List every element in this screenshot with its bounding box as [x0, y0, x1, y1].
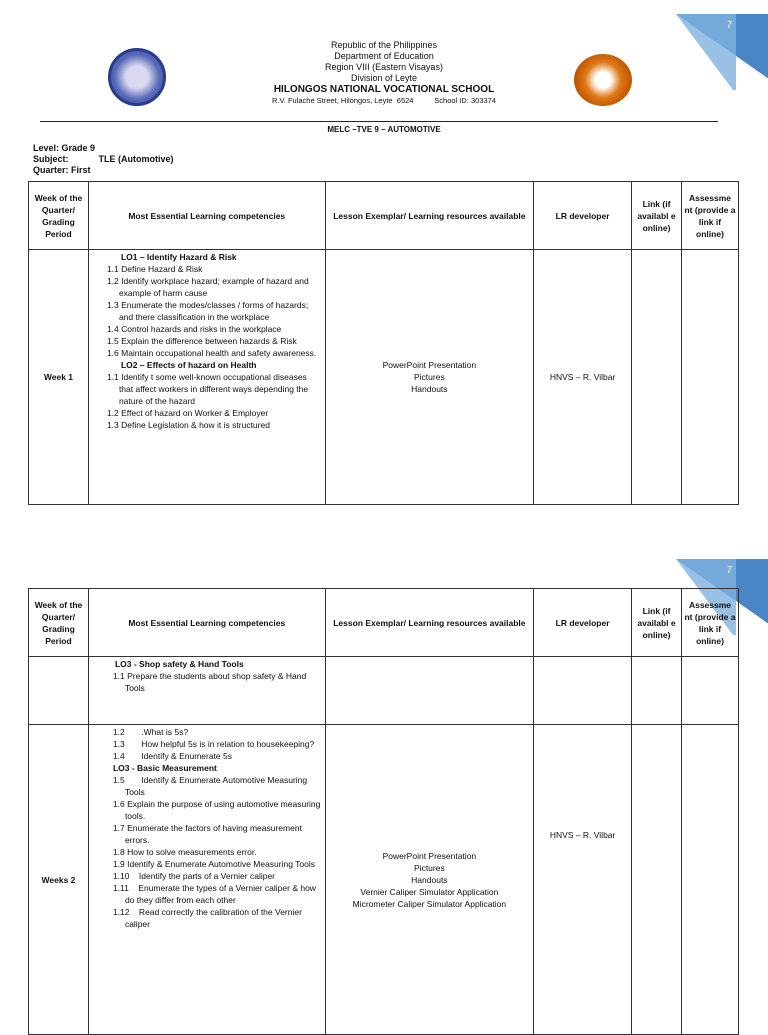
week-label: Week 1 — [29, 250, 89, 505]
list-item: 1.9 Identify & Enumerate Automotive Measuring Tools — [112, 859, 316, 869]
assessment-cell — [681, 250, 738, 505]
col-resources: Lesson Exemplar/ Learning resources available — [325, 182, 534, 250]
assessment-cell — [681, 725, 738, 1035]
list-item: 1.4 Identify & Enumerate 5s — [112, 751, 232, 761]
list-item: 1.3 Enumerate the modes/classes / forms of hazards; and there classification in the workplace — [106, 300, 309, 322]
competency-list — [88, 657, 325, 725]
list-item: 1.12 Read correctly the calibration of the Vernier caliper — [112, 907, 305, 929]
assessment-cell — [681, 657, 738, 725]
level-label: Level: — [33, 143, 60, 153]
list-item: 1.11 Enumerate the types of a Vernier caliper & how do they differ from each other — [112, 883, 319, 905]
header-line-2: Department of Education — [334, 51, 434, 61]
list-item: 1.10 Identify the parts of a Vernier caliper — [112, 871, 276, 881]
list-item: 1.1 Identify t some well-known occupational diseases that affect workers in different ways depending the nature of the hazard — [106, 372, 309, 406]
col-competencies: Most Essential Learning competencies — [88, 589, 325, 657]
resource-item: Pictures — [414, 862, 445, 873]
week-label: Weeks 2 — [29, 725, 89, 1035]
table-header-row — [29, 589, 739, 657]
developer-cell — [534, 657, 632, 725]
header-line-3: Region VIII (Eastern Visayas) — [325, 62, 443, 72]
resources-cell — [325, 725, 534, 1035]
competency-list — [88, 250, 325, 505]
link-cell — [632, 725, 682, 1035]
resources-cell — [325, 657, 534, 725]
lo-heading: LO1 – Identify Hazard & Risk — [120, 252, 237, 262]
header-line-1: Republic of the Philippines — [330, 40, 438, 50]
list-item: 1.1 Prepare the students about shop safety & Hand Tools — [112, 671, 307, 693]
list-item: 1.3 How helpful 5s is in relation to housekeeping? — [112, 739, 315, 749]
col-competencies: Most Essential Learning competencies — [88, 182, 325, 250]
school-address: R.V. Fulache Street, Hilongos, Leyte 6524 School ID: 303374 — [271, 96, 497, 105]
subject-value: TLE (Automotive) — [98, 154, 174, 164]
link-cell — [632, 657, 682, 725]
lo-heading: LO3 - Basic Measurement — [112, 763, 217, 773]
lo-heading: LO2 – Effects of hazard on Health — [120, 360, 257, 370]
course-meta — [33, 143, 174, 176]
resource-item: Micrometer Caliper Simulator Application — [352, 898, 507, 909]
link-cell — [632, 250, 682, 505]
col-resources: Lesson Exemplar/ Learning resources available — [325, 589, 534, 657]
resource-item: Vernier Caliper Simulator Application — [360, 886, 499, 897]
list-item: 1.2 Effect of hazard on Worker & Employer — [106, 408, 269, 418]
developer-cell: HNVS – R. Vilbar — [534, 250, 632, 505]
list-item: 1.1 Define Hazard & Risk — [106, 264, 203, 274]
letterhead — [0, 40, 768, 106]
list-item: 1.6 Explain the purpose of using automotive measuring tools. — [112, 799, 321, 821]
list-item: 1.5 Explain the difference between hazards & Risk — [106, 336, 297, 346]
col-link: Link (if availabl e online) — [632, 589, 682, 657]
page-number: 7 — [726, 20, 732, 31]
list-item: 1.6 Maintain occupational health and safety awareness. — [106, 348, 317, 358]
col-developer: LR developer — [534, 589, 632, 657]
col-week: Week of the Quarter/ Grading Period — [29, 182, 89, 250]
week-label — [29, 657, 89, 725]
table-row — [29, 725, 739, 1035]
list-item: 1.2 .What is 5s? — [112, 727, 189, 737]
competency-list — [88, 725, 325, 1035]
page-gap — [0, 520, 768, 545]
resource-item: Pictures — [414, 372, 445, 382]
developer-cell: HNVS – R. Vilbar — [534, 725, 632, 1035]
list-item: 1.3 Define Legislation & how it is structured — [106, 420, 270, 430]
list-item: 1.2 Identify workplace hazard; example of hazard and example of harm cause — [106, 276, 309, 298]
list-item: 1.4 Control hazards and risks in the workplace — [106, 324, 282, 334]
list-item: 1.5 Identify & Enumerate Automotive Measuring Tools — [112, 775, 310, 797]
col-link: Link (if availabl e online) — [632, 182, 682, 250]
list-item: 1.7 Enumerate the factors of having measurement errors. — [112, 823, 302, 845]
col-week: Week of the Quarter/ Grading Period — [29, 589, 89, 657]
subject-label: Subject: — [33, 154, 69, 164]
document-title: MELC –TVE 9 – AUTOMOTIVE — [327, 125, 441, 134]
quarter-label: Quarter: — [33, 165, 69, 175]
resource-item: Handouts — [411, 384, 448, 394]
school-name: HILONGOS NATIONAL VOCATIONAL SCHOOL — [273, 84, 495, 95]
lo-heading: LO3 - Shop safety & Hand Tools — [114, 659, 244, 669]
resources-cell — [325, 250, 534, 505]
col-assessment: Assessme nt (provide a link if online) — [681, 182, 738, 250]
list-item: 1.8 How to solve measurements error. — [112, 847, 257, 857]
resource-item: PowerPoint Presentation — [382, 360, 477, 370]
quarter-value: First — [71, 165, 91, 175]
table-row — [29, 657, 739, 725]
resource-item: Handouts — [411, 874, 448, 885]
melc-table-week2 — [28, 588, 739, 1035]
level-value: Grade 9 — [61, 143, 96, 153]
melc-table-week1 — [28, 181, 739, 505]
col-developer: LR developer — [534, 182, 632, 250]
resource-item: PowerPoint Presentation — [382, 850, 477, 861]
table-row — [29, 250, 739, 505]
header-line-4: Division of Leyte — [350, 73, 418, 83]
table-header-row — [29, 182, 739, 250]
header-divider — [40, 121, 718, 122]
col-assessment: Assessme nt (provide a link if online) — [681, 589, 738, 657]
page-number: 7 — [726, 565, 732, 576]
